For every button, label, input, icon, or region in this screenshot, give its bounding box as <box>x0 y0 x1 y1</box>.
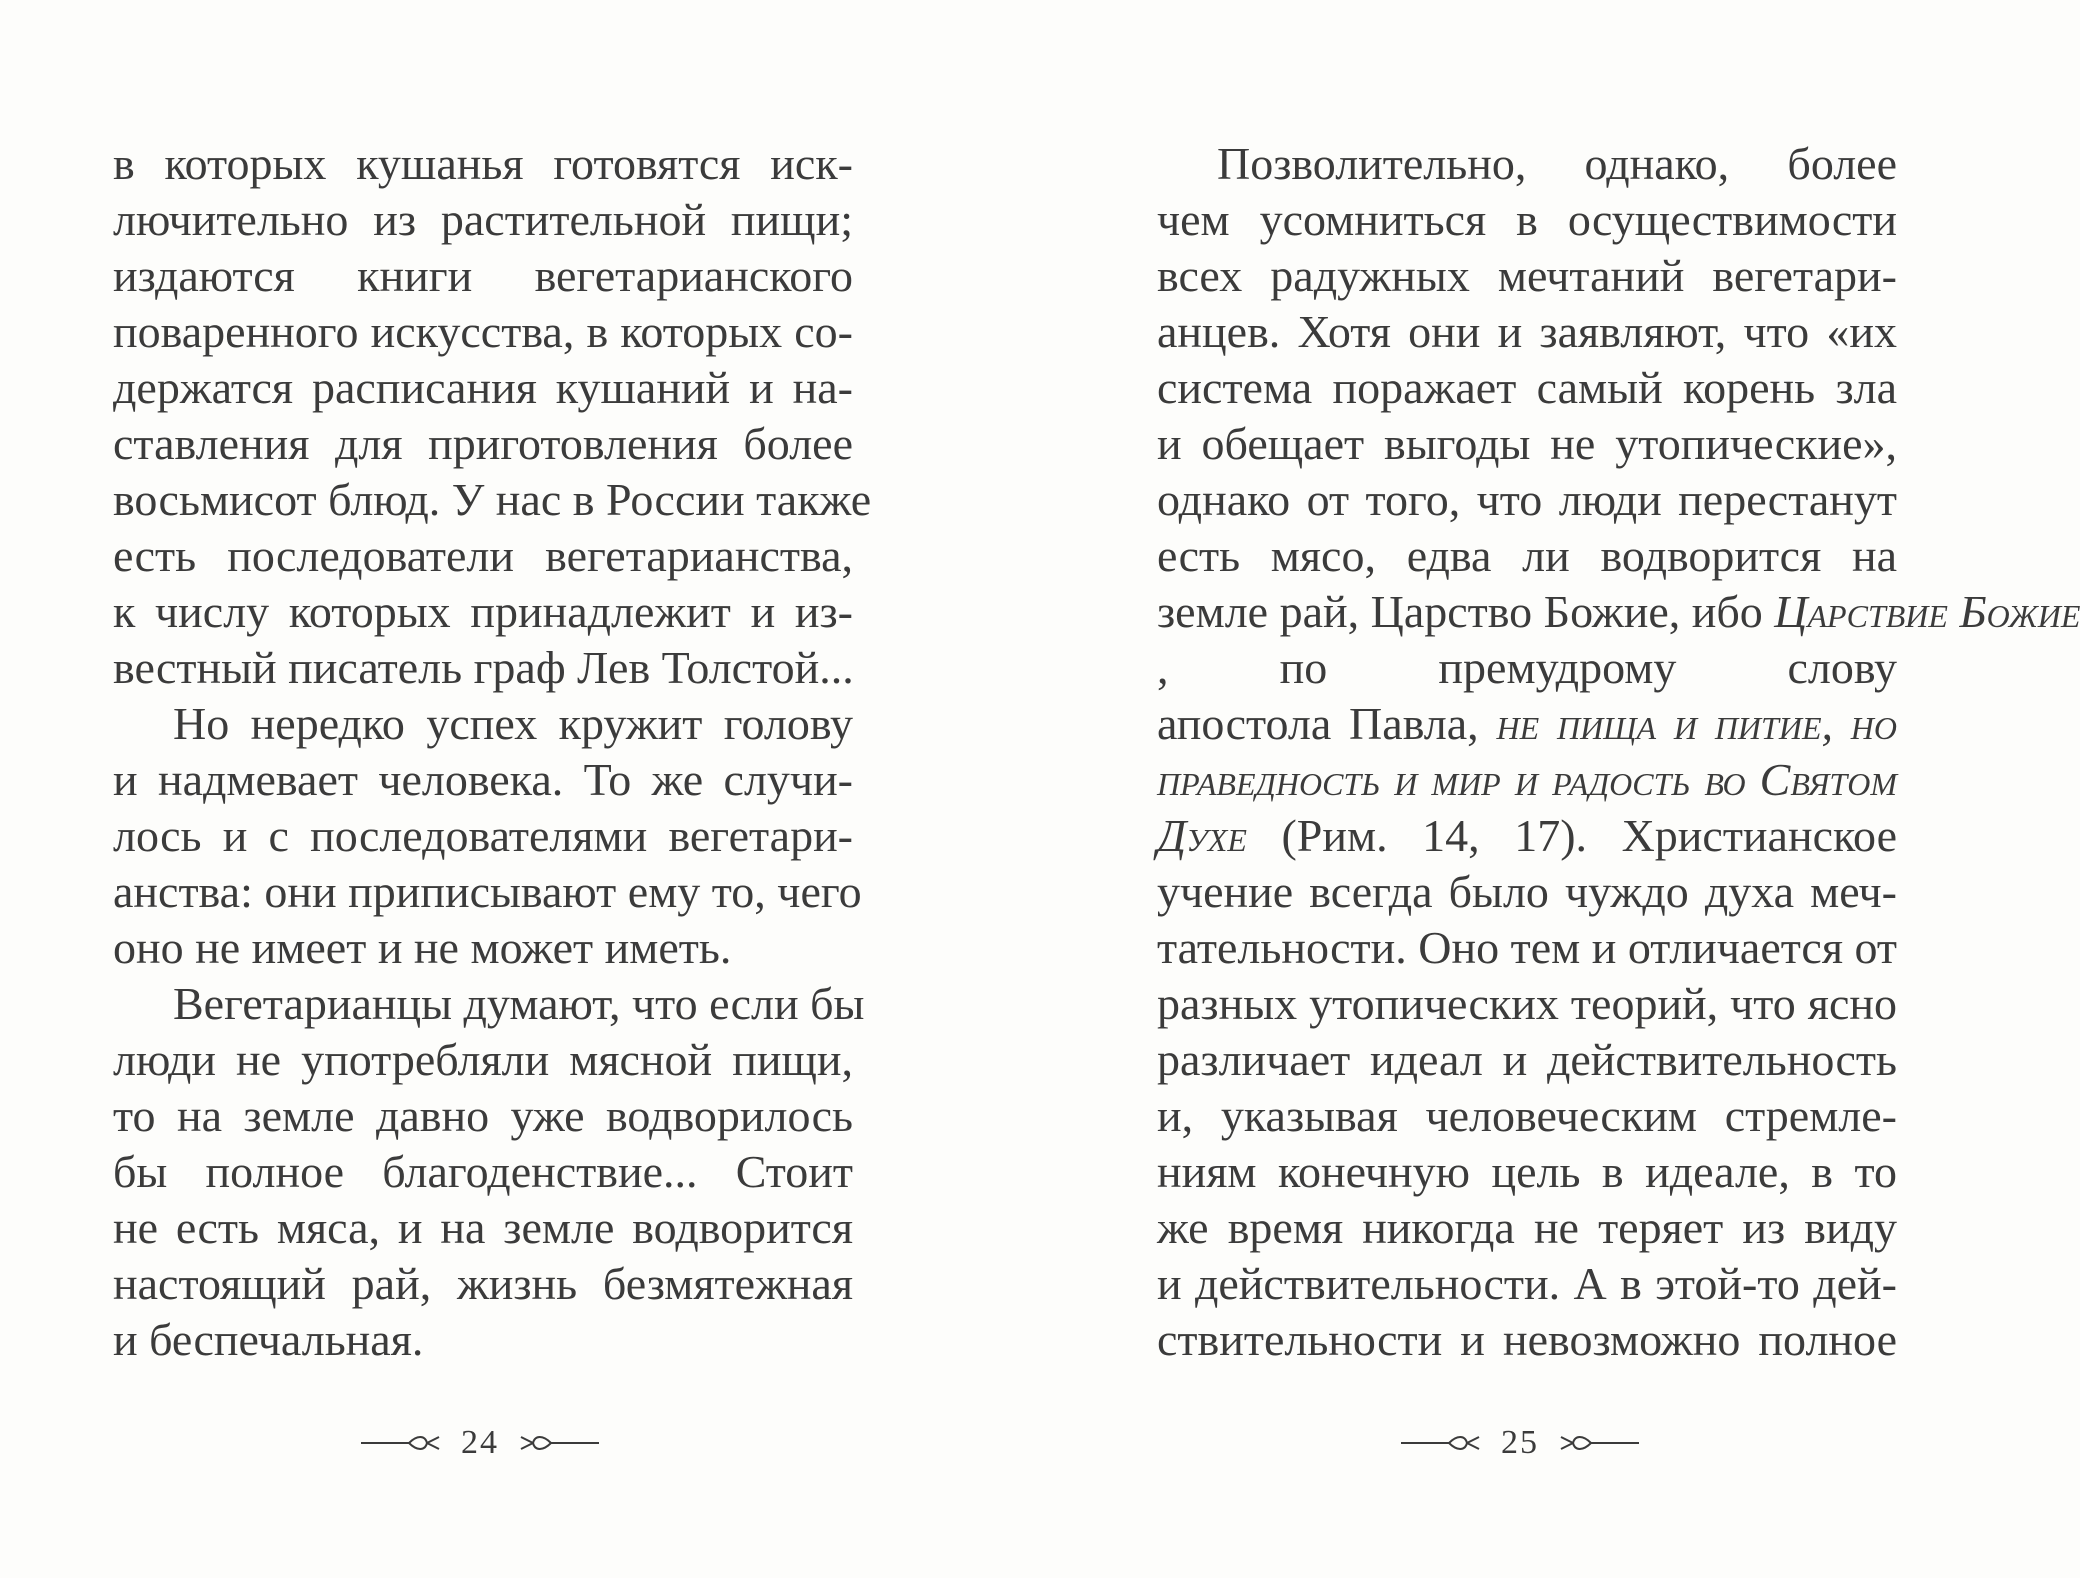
paragraph-start-line: Позволительно, однако, более <box>1217 138 1897 189</box>
text-run: апостола Павла, <box>1157 698 1479 749</box>
text-line: лось и с последователями вегетари- <box>113 810 853 861</box>
right-page-text <box>1157 136 2080 1368</box>
left-page <box>0 0 1000 1578</box>
text-line: различает идеал и действительность <box>1157 1034 1897 1085</box>
left-page-text <box>113 136 872 1368</box>
text-line: не есть мяса, и на земле водворится <box>113 1202 853 1253</box>
italic-quote-line: праведность и мир и радость во Святом <box>1157 754 1897 805</box>
ornament-left-icon <box>1401 1433 1481 1453</box>
text-line: ставления для приготовления более <box>113 418 853 469</box>
paragraph-start-line: Вегетарианцы думают, что если бы <box>173 978 865 1029</box>
ornament-right-icon <box>519 1433 599 1453</box>
text-line: поваренного искусства, в которых со- <box>113 306 853 357</box>
text-line: и действительности. А в этой-то дей- <box>1157 1258 1897 1309</box>
text-line: то на земле давно уже водворилось <box>113 1090 853 1141</box>
page-number: 25 <box>1501 1424 1539 1461</box>
text-line: тательности. Оно тем и отличается от <box>1157 922 1897 973</box>
text-line: лючительно из растительной пищи; <box>113 194 853 245</box>
text-line: анства: они приписывают ему то, чего <box>113 866 862 917</box>
italic-quote: Царствие Божие <box>1774 586 2080 637</box>
text-line: учение всегда было чуждо духа меч- <box>1157 866 1897 917</box>
text-line: и надмевает человека. То же случи- <box>113 754 853 805</box>
text-line: разных утопических теорий, что ясно <box>1157 978 1897 1029</box>
text-line: настоящий рай, жизнь безмятежная <box>113 1258 853 1309</box>
text-line <box>1157 808 1897 864</box>
text-line: чем усомниться в осуществимости <box>1157 194 1897 245</box>
text-line: издаются книги вегетарианского <box>113 250 853 301</box>
ornament-right-icon <box>1559 1433 1639 1453</box>
italic-quote: Духе <box>1157 810 1247 861</box>
italic-quote: не пища и питие, но <box>1496 698 1898 749</box>
text-line <box>1157 584 2080 640</box>
text-line: и беспечальная. <box>113 1314 424 1365</box>
text-run: земле рай, Царство Божие, ибо <box>1157 586 1763 637</box>
text-line: в которых кушанья готовятся иск- <box>113 138 853 189</box>
text-line: всех радужных мечтаний вегетари- <box>1157 250 1897 301</box>
text-line: к числу которых принадлежит и из- <box>113 586 853 637</box>
text-line: есть последователи вегетарианства, <box>113 530 853 581</box>
text-run: (Рим. 14, 17). Христианское <box>1281 810 1897 861</box>
text-line: же время никогда не теряет из виду <box>1157 1202 1897 1253</box>
text-line: система поражает самый корень зла <box>1157 362 1897 413</box>
text-line: анцев. Хотя они и заявляют, что «их <box>1157 306 1897 357</box>
text-line: оно не имеет и не может иметь. <box>113 922 732 973</box>
paragraph-start-line: Но нередко успех кружит голову <box>173 698 853 749</box>
page-footer <box>1370 1418 1670 1468</box>
ornament-left-icon <box>361 1433 441 1453</box>
text-line: люди не употребляли мясной пищи, <box>113 1034 853 1085</box>
text-line: ниям конечную цель в идеале, в то <box>1157 1146 1897 1197</box>
text-line: ствительности и невозможно полное <box>1157 1314 1897 1365</box>
text-line: и обещает выгоды не утопические», <box>1157 418 1897 469</box>
text-line: и, указывая человеческим стремле- <box>1157 1090 1897 1141</box>
text-line: однако от того, что люди перестанут <box>1157 474 1897 525</box>
text-line: , по премудрому слову <box>1157 642 1897 693</box>
page-footer <box>330 1418 630 1468</box>
right-page <box>1000 0 2080 1578</box>
text-line: бы полное благоденствие... Стоит <box>113 1146 853 1197</box>
text-line <box>1157 696 1897 752</box>
page-number: 24 <box>461 1424 499 1461</box>
text-line: держатся расписания кушаний и на- <box>113 362 853 413</box>
text-line: восьмисот блюд. У нас в России также <box>113 474 872 525</box>
text-line: вестный писатель граф Лев Толстой... <box>113 642 854 693</box>
text-line: есть мясо, едва ли водворится на <box>1157 530 1897 581</box>
